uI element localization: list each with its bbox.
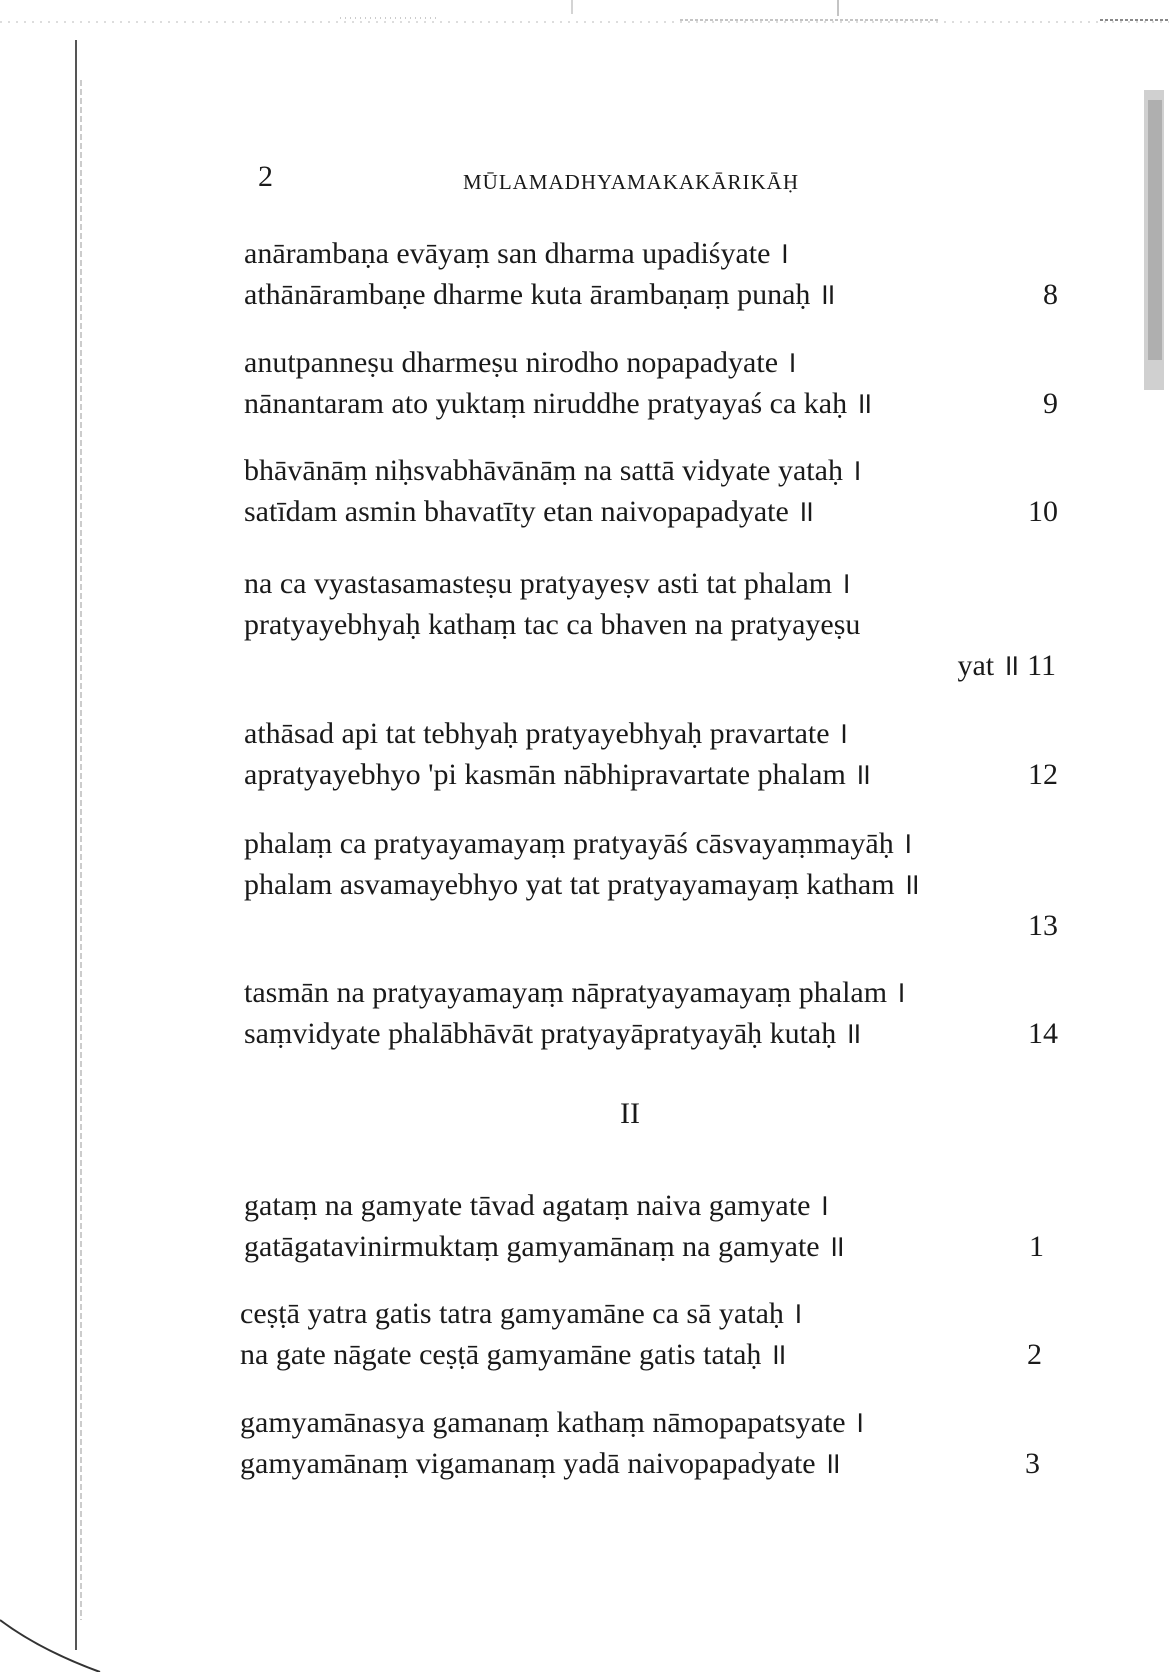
- verse-line: athāsad api tat tebhyaḥ pratyayebhyaḥ pravartate ।: [244, 717, 849, 750]
- verse-line: nānantaram ato yuktaṃ niruddhe pratyayaś ca kaḥ ॥ 9: [244, 383, 1058, 424]
- verse-2-1: [244, 1185, 1044, 1267]
- verse-1-12: [244, 713, 1058, 795]
- verse-line: saṃvidyate phalābhāvāt pratyayāpratyayāḥ kutaḥ ॥ 14: [244, 1013, 1058, 1054]
- verse-line: athānārambaṇe dharme kuta ārambaṇaṃ punaḥ ॥ 8: [244, 274, 1058, 315]
- verse-1-14: [244, 972, 1058, 1054]
- verse-number: 3: [1025, 1447, 1040, 1480]
- verse-line: anutpanneṣu dharmeṣu nirodho nopapadyate ।: [244, 346, 797, 379]
- verse-line: tasmān na pratyayamayaṃ nāpratyayamayaṃ phalam ।: [244, 976, 906, 1009]
- verse-line: phalam asvamayebhyo yat tat pratyayamayaṃ katham ॥: [244, 868, 921, 901]
- verse-line: pratyayebhyaḥ kathaṃ tac ca bhaven na pratyayeṣu: [244, 608, 861, 641]
- verse-line: anārambaṇa evāyaṃ san dharma upadiśyate ।: [244, 237, 790, 270]
- verse-1-10: [244, 450, 1058, 532]
- verse-line: gamyamānasya gamanaṃ kathaṃ nāmopapatsyate ।: [240, 1406, 865, 1439]
- verse-1-13: [244, 823, 1058, 946]
- verse-number: 11: [1027, 649, 1056, 682]
- verse-number: 9: [1043, 387, 1058, 420]
- verse-line: [244, 905, 1058, 946]
- scan-corner-artifact: [0, 1560, 120, 1672]
- verse-number: 10: [1028, 495, 1058, 528]
- verse-number: 2: [1027, 1338, 1042, 1371]
- scan-left-edge-artifact: [72, 40, 86, 1650]
- verse-line: apratyayebhyo 'pi kasmān nābhipravartate phalam ॥ 12: [244, 754, 1058, 795]
- verse-number: 14: [1028, 1017, 1058, 1050]
- verse-line: na gate nāgate ceṣṭā gamyamāne gatis tataḥ ॥ 2: [240, 1334, 1042, 1375]
- verse-line: bhāvānāṃ niḥsvabhāvānāṃ na sattā vidyate yataḥ ।: [244, 454, 862, 487]
- verse-2-2: [240, 1293, 1042, 1375]
- verse-1-8: [244, 233, 1058, 315]
- scan-right-edge-artifact: [1136, 60, 1166, 420]
- running-header: [258, 160, 908, 204]
- verse-1-11: [244, 563, 1058, 686]
- verse-line: ceṣṭā yatra gatis tatra gamyamāne ca sā yataḥ ।: [240, 1297, 803, 1330]
- verse-line: gatāgatavinirmuktaṃ gamyamānaṃ na gamyate ॥ 1: [244, 1226, 1044, 1267]
- verse-2-3: [240, 1402, 1040, 1484]
- verse-1-9: [244, 342, 1058, 424]
- scan-top-edge-artifact: [0, 0, 1169, 28]
- page-number: 2: [258, 160, 273, 193]
- verse-number: 1: [1029, 1230, 1044, 1263]
- verse-line: gamyamānaṃ vigamanaṃ yadā naivopapadyate ॥ 3: [240, 1443, 1040, 1484]
- verse-number: 8: [1043, 278, 1058, 311]
- verse-line: [244, 645, 1058, 686]
- chapter-heading: II: [620, 1097, 640, 1130]
- verse-line: phalaṃ ca pratyayamayaṃ pratyayāś cāsvayaṃmayāḥ ।: [244, 827, 913, 860]
- verse-continuation: yat ॥: [957, 649, 1020, 682]
- verse-line: satīdam asmin bhavatīty etan naivopapadyate ॥ 10: [244, 491, 1058, 532]
- verse-line: gataṃ na gamyate tāvad agataṃ naiva gamyate ।: [244, 1189, 830, 1222]
- verse-number: 12: [1028, 758, 1058, 791]
- verse-line: na ca vyastasamasteṣu pratyayeṣv asti tat phalam ।: [244, 567, 851, 600]
- running-title: MŪLAMADHYAMAKAKĀRIKĀḤ: [463, 170, 799, 194]
- verse-number: 13: [1028, 909, 1058, 942]
